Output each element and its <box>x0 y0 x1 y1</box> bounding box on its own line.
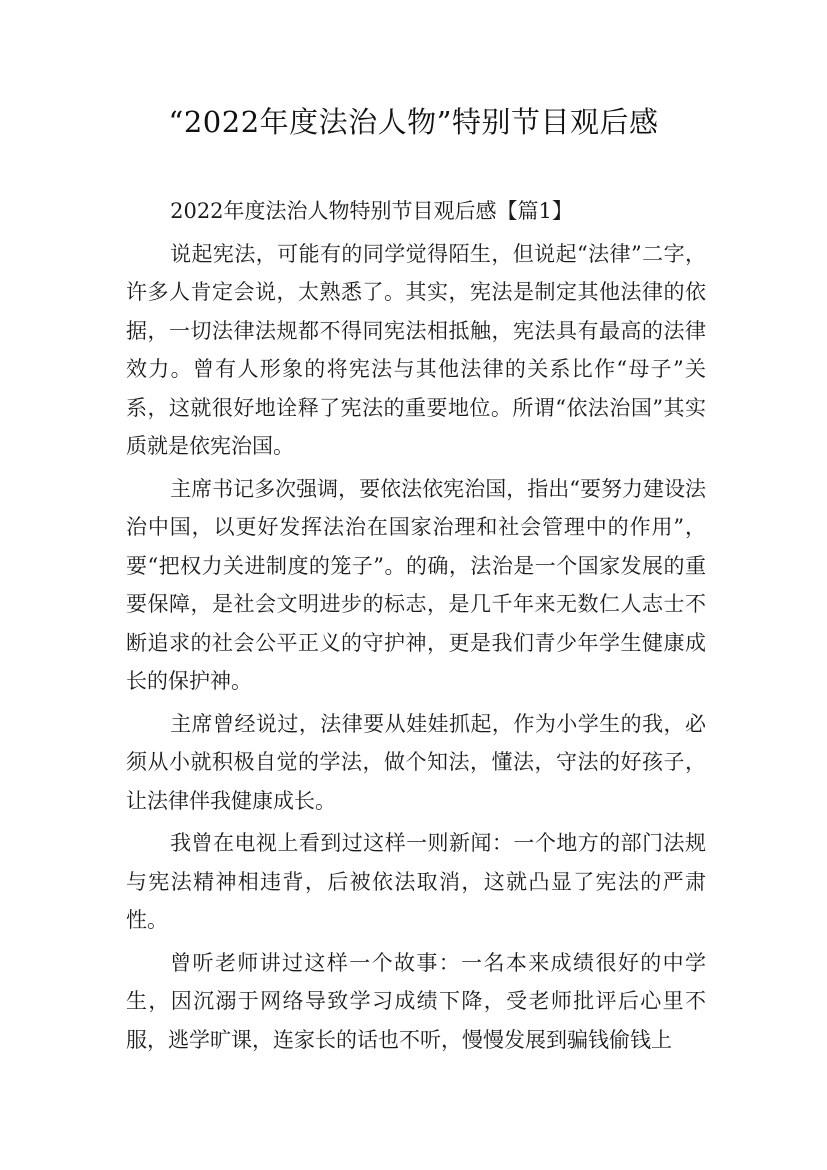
document-body <box>126 192 706 1063</box>
paragraph: 主席书记多次强调，要依法依宪治国，指出“要努力建设法治中国，以更好发挥法治在国家治理和社会管理中的作用”，要“把权力关进制度的笼子”。的确，法治是一个国家发展的重要保障，是社会文明进步的标志，是几千年来无数仁人志士不断追求的社会公平正义的守护神，更是我们青少年学生健康成长的保护神。 <box>126 476 706 693</box>
paragraph: 曾听老师讲过这样一个故事：一名本来成绩很好的中学生，因沉溺于网络导致学习成绩下降，受老师批评后心里不服，逃学旷课，连家长的话也不听，慢慢发展到骗钱偷钱上 <box>126 950 706 1052</box>
paragraph: 主席曾经说过，法律要从娃娃抓起，作为小学生的我，必须从小就积极自觉的学法，做个知法，懂法，守法的好孩子，让法律伴我健康成长。 <box>126 711 706 813</box>
paragraph: 说起宪法，可能有的同学觉得陌生，但说起“法律”二字，许多人肯定会说，太熟悉了。其实，宪法是制定其他法律的依据，一切法律法规都不得同宪法相抵触，宪法具有最高的法律效力。曾有人形象的将宪法与其他法律的关系比作“母子”关系，这就很好地诠释了宪法的重要地位。所谓“依法治国”其实质就是依宪治国。 <box>126 241 706 458</box>
paragraph: 我曾在电视上看到过这样一则新闻：一个地方的部门法规与宪法精神相违背，后被依法取消，这就凸显了宪法的严肃性。 <box>126 831 706 932</box>
section-heading: 2022年度法治人物特别节目观后感【篇1】 <box>170 199 573 223</box>
document-title: “2022年度法治人物”特别节目观后感 <box>168 105 659 139</box>
